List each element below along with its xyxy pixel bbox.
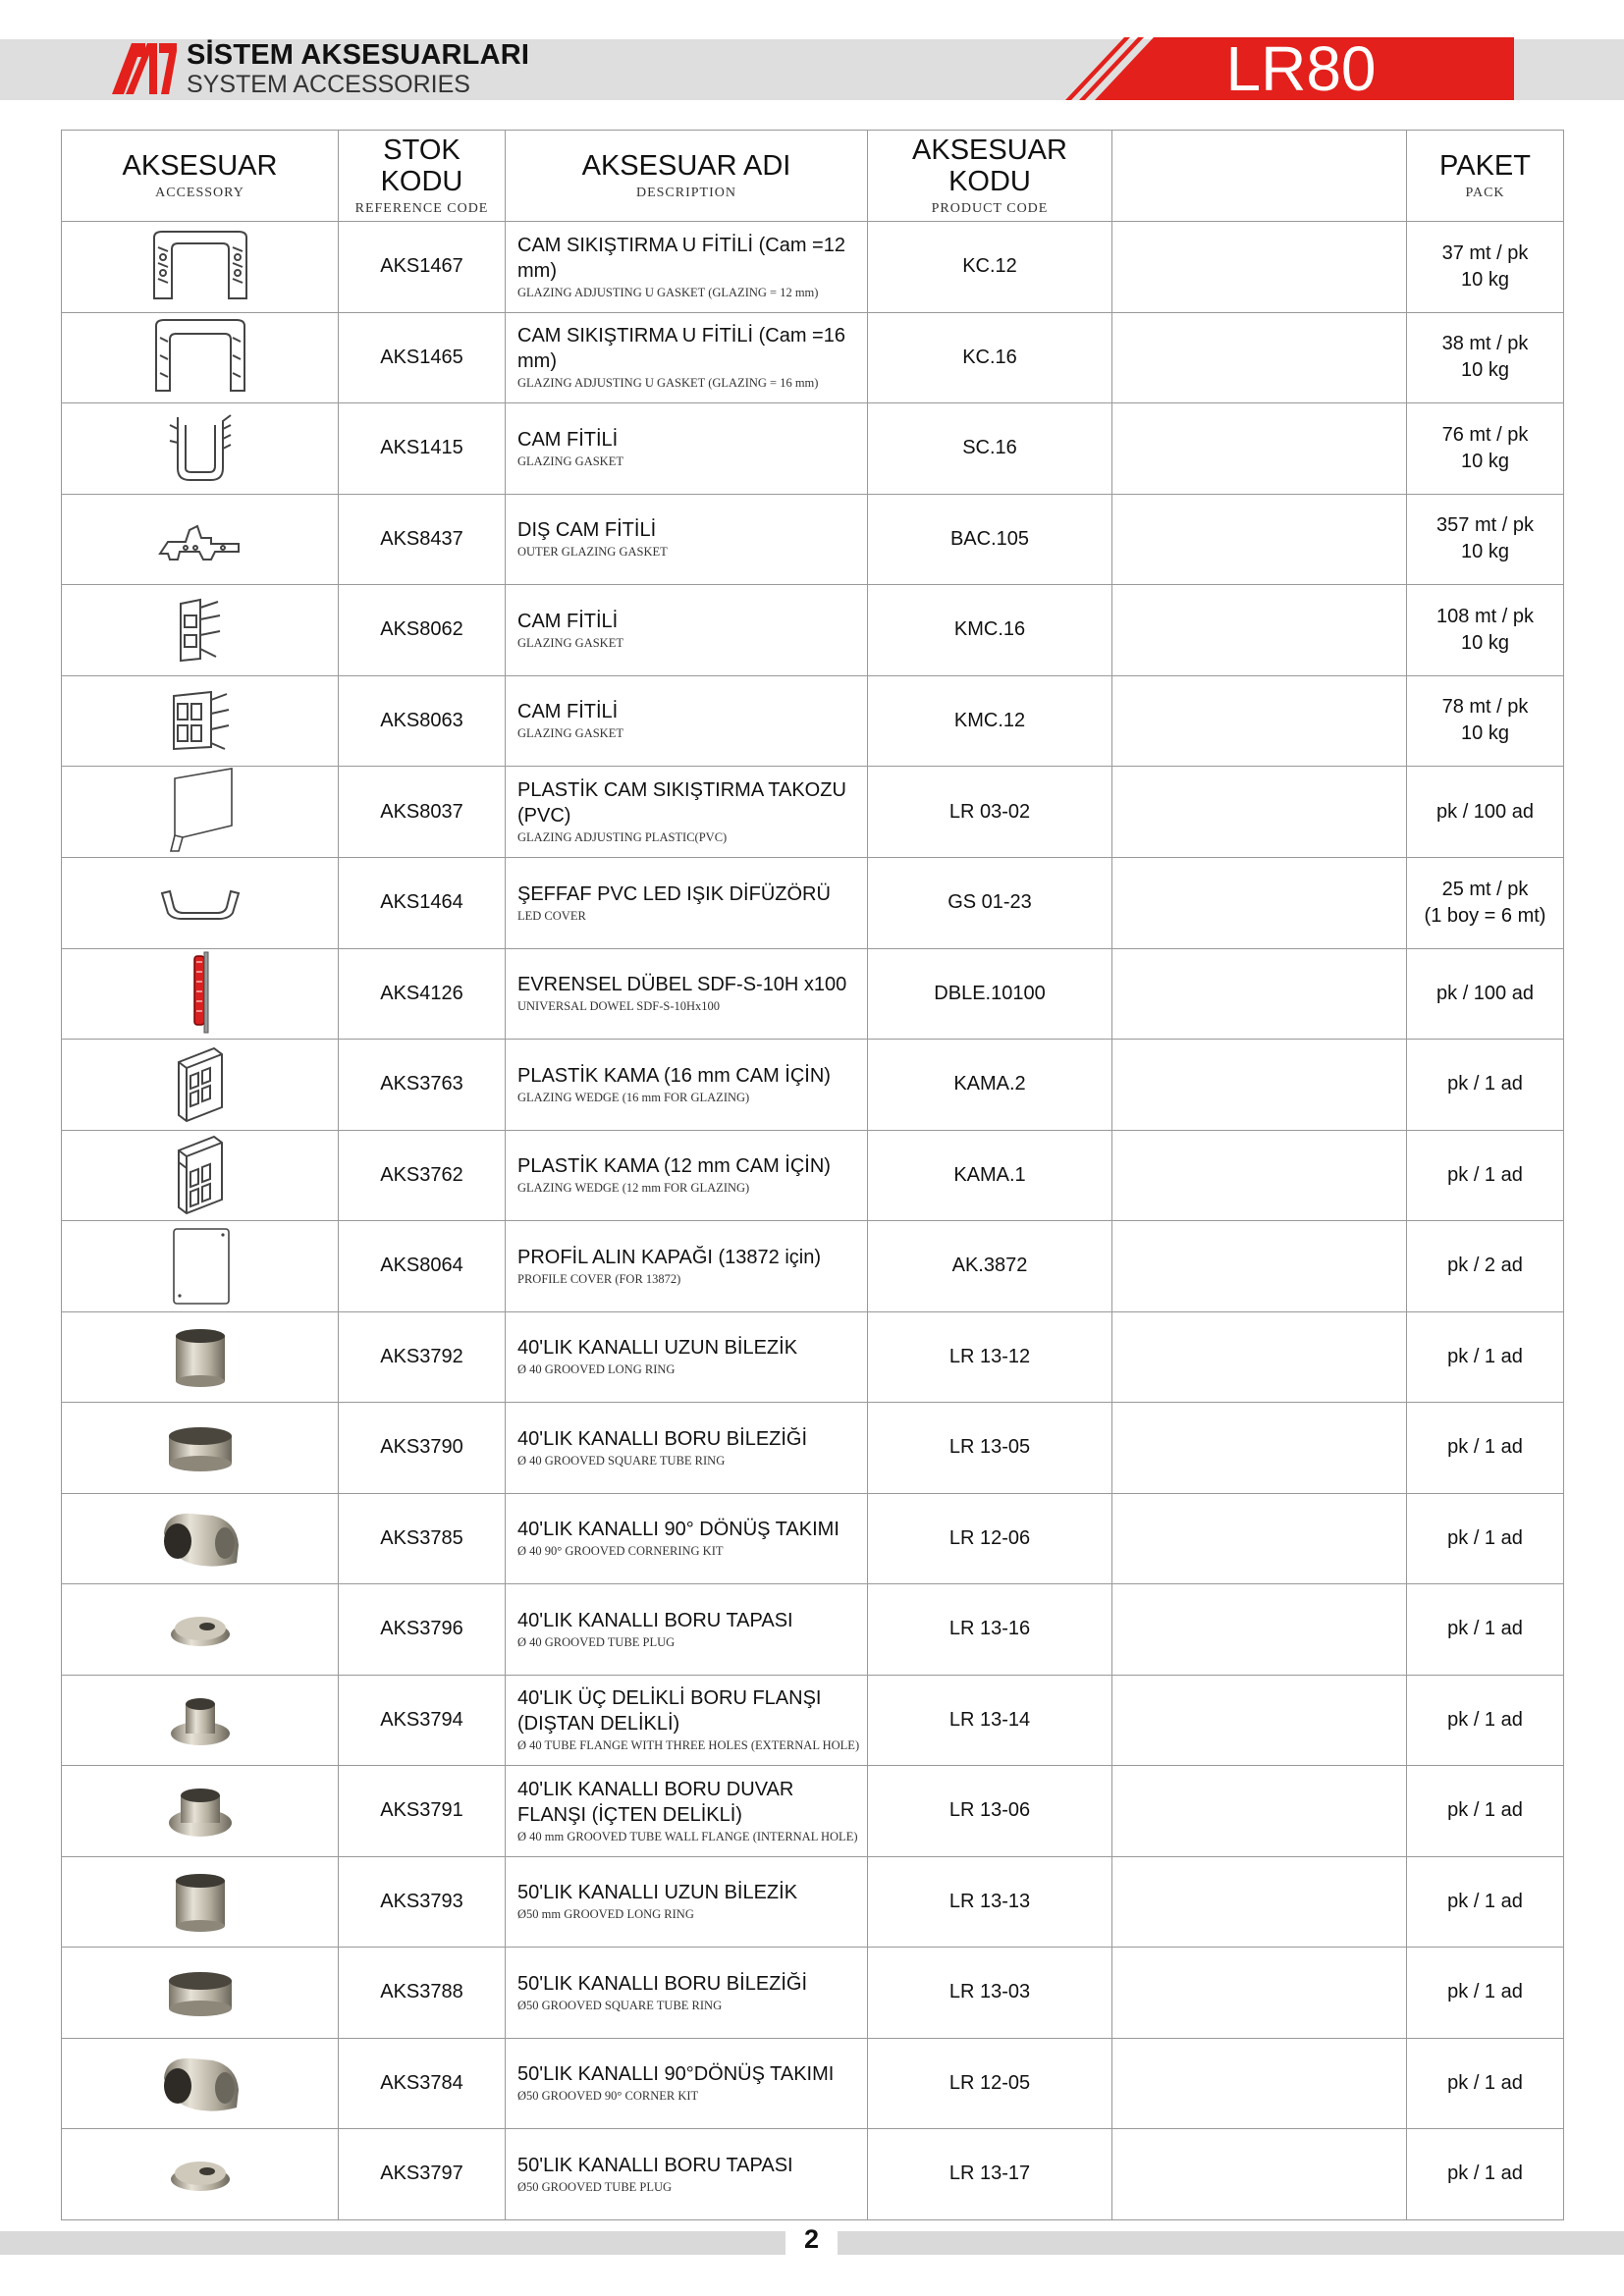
blank-cell bbox=[1112, 948, 1407, 1040]
pack-cell bbox=[1407, 403, 1564, 495]
accessory-image-cell bbox=[62, 403, 339, 495]
stock-code: AKS1465 bbox=[339, 312, 506, 403]
pack-line-1: 25 mt / pk bbox=[1441, 878, 1529, 900]
pack-line-1: pk / 1 ad bbox=[1447, 1073, 1523, 1095]
stock-code: AKS8037 bbox=[339, 767, 506, 858]
name-tr: PLASTİK KAMA (12 mm CAM İÇİN) bbox=[517, 1155, 831, 1178]
product-code: AK.3872 bbox=[868, 1221, 1112, 1312]
product-code: LR 13-16 bbox=[868, 1584, 1112, 1676]
name-en: Ø50 mm GROOVED LONG RING bbox=[517, 1907, 694, 1922]
description-cell bbox=[506, 1766, 868, 1857]
name-tr: PROFİL ALIN KAPAĞI (13872 için) bbox=[517, 1246, 822, 1268]
description-cell bbox=[506, 1584, 868, 1676]
name-en: GLAZING ADJUSTING PLASTIC(PVC) bbox=[517, 830, 728, 844]
pack-cell bbox=[1407, 585, 1564, 676]
blank-cell bbox=[1112, 312, 1407, 403]
accessory-image-cell bbox=[62, 2129, 339, 2220]
pack-line-2: 10 kg bbox=[1461, 541, 1509, 563]
pack-line-1: pk / 1 ad bbox=[1447, 2071, 1523, 2094]
table-row bbox=[62, 1040, 1564, 1131]
description-cell bbox=[506, 1493, 868, 1584]
description-cell bbox=[506, 312, 868, 403]
accessory-image-cell bbox=[62, 1221, 339, 1312]
blank-cell bbox=[1112, 1493, 1407, 1584]
pack-line-1: pk / 100 ad bbox=[1436, 800, 1534, 823]
stock-code: AKS3792 bbox=[339, 1311, 506, 1403]
name-en: GLAZING GASKET bbox=[517, 454, 623, 468]
pack-line-2: 10 kg bbox=[1461, 359, 1509, 382]
stock-code: AKS3790 bbox=[339, 1403, 506, 1494]
accessory-image-cell bbox=[62, 675, 339, 767]
pack-line-2: 10 kg bbox=[1461, 268, 1509, 291]
name-tr: PLASTİK KAMA (16 mm CAM İÇİN) bbox=[517, 1064, 831, 1087]
blank-cell bbox=[1112, 222, 1407, 313]
blank-cell bbox=[1112, 675, 1407, 767]
blank-cell bbox=[1112, 1403, 1407, 1494]
accessory-image-cell bbox=[62, 1948, 339, 2039]
name-tr: 50'LIK KANALLI BORU BİLEZİĞİ bbox=[517, 1972, 808, 1995]
product-code: LR 12-06 bbox=[868, 1493, 1112, 1584]
accessory-image-cell bbox=[62, 1766, 339, 1857]
stock-code: AKS1467 bbox=[339, 222, 506, 313]
blank-cell bbox=[1112, 1766, 1407, 1857]
pack-cell bbox=[1407, 767, 1564, 858]
pack-line-1: pk / 1 ad bbox=[1447, 1163, 1523, 1186]
table-row bbox=[62, 1493, 1564, 1584]
model-name: LR80 bbox=[1225, 33, 1377, 104]
stock-code: AKS1415 bbox=[339, 403, 506, 495]
name-en: UNIVERSAL DOWEL SDF-S-10Hx100 bbox=[517, 999, 721, 1014]
description-cell bbox=[506, 1221, 868, 1312]
pack-cell bbox=[1407, 948, 1564, 1040]
pack-cell bbox=[1407, 858, 1564, 949]
stock-code: AKS3788 bbox=[339, 1948, 506, 2039]
col-description: AKSESUAR ADI DESCRIPTION bbox=[506, 131, 868, 222]
table-row bbox=[62, 585, 1564, 676]
dowel-icon bbox=[62, 950, 338, 1037]
stock-code: AKS3785 bbox=[339, 1493, 506, 1584]
table-row bbox=[62, 1584, 1564, 1676]
pack-cell bbox=[1407, 675, 1564, 767]
name-en: GLAZING GASKET bbox=[517, 635, 623, 650]
name-tr: 40'LIK KANALLI 90° DÖNÜŞ TAKIMI bbox=[517, 1519, 839, 1541]
brand-title-tr: SİSTEM AKSESUARLARI bbox=[187, 39, 530, 71]
footer-band-right bbox=[838, 2231, 1624, 2255]
description-cell bbox=[506, 222, 868, 313]
accessory-image-cell bbox=[62, 1675, 339, 1766]
pack-line-1: pk / 1 ad bbox=[1447, 1708, 1523, 1731]
table-row bbox=[62, 1311, 1564, 1403]
pack-cell bbox=[1407, 1493, 1564, 1584]
accessory-image-cell bbox=[62, 1856, 339, 1948]
accessory-image-cell bbox=[62, 948, 339, 1040]
name-tr: 40'LIK KANALLI BORU BİLEZİĞİ bbox=[517, 1427, 808, 1450]
blank-cell bbox=[1112, 1221, 1407, 1312]
pack-line-1: pk / 1 ad bbox=[1447, 1799, 1523, 1822]
blank-cell bbox=[1112, 1948, 1407, 2039]
pack-line-1: pk / 1 ad bbox=[1447, 1436, 1523, 1459]
brand-title-en: SYSTEM ACCESSORIES bbox=[187, 71, 470, 98]
name-tr: 50'LIK KANALLI UZUN BİLEZİK bbox=[517, 1882, 798, 1904]
product-code: LR 12-05 bbox=[868, 2038, 1112, 2129]
accessory-image-cell bbox=[62, 585, 339, 676]
pack-line-1: pk / 1 ad bbox=[1447, 1981, 1523, 2003]
blank-cell bbox=[1112, 1856, 1407, 1948]
description-cell bbox=[506, 1675, 868, 1766]
table-row bbox=[62, 312, 1564, 403]
stock-code: AKS3763 bbox=[339, 1040, 506, 1131]
blank-cell bbox=[1112, 1040, 1407, 1131]
product-code: SC.16 bbox=[868, 403, 1112, 495]
blank-cell bbox=[1112, 1311, 1407, 1403]
name-tr: 50'LIK KANALLI 90°DÖNÜŞ TAKIMI bbox=[517, 2063, 835, 2086]
blank-cell bbox=[1112, 767, 1407, 858]
table-row bbox=[62, 675, 1564, 767]
pack-cell bbox=[1407, 1221, 1564, 1312]
name-tr: CAM FİTİLİ bbox=[517, 428, 619, 451]
stock-code: AKS8437 bbox=[339, 494, 506, 585]
long-ring-icon bbox=[62, 1322, 338, 1391]
product-code: BAC.105 bbox=[868, 494, 1112, 585]
name-tr: DIŞ CAM FİTİLİ bbox=[517, 519, 657, 542]
pack-line-2: 10 kg bbox=[1461, 450, 1509, 472]
tube-plug-icon bbox=[62, 1605, 338, 1654]
pack-line-1: 37 mt / pk bbox=[1441, 241, 1529, 264]
name-tr: ŞEFFAF PVC LED IŞIK DİFÜZÖRÜ bbox=[517, 882, 831, 905]
name-tr: 40'LIK KANALLI BORU DUVAR FLANŞI (İÇTEN DELİKLİ) bbox=[517, 1778, 794, 1826]
stock-code: AKS3784 bbox=[339, 2038, 506, 2129]
pack-line-1: pk / 1 ad bbox=[1447, 1618, 1523, 1640]
tube-ring-icon bbox=[62, 1416, 338, 1479]
stock-code: AKS8064 bbox=[339, 1221, 506, 1312]
pack-cell bbox=[1407, 1856, 1564, 1948]
table-row bbox=[62, 2129, 1564, 2220]
wedge-16-icon bbox=[62, 1042, 338, 1127]
accessory-image-cell bbox=[62, 858, 339, 949]
product-code: LR 13-13 bbox=[868, 1856, 1112, 1948]
product-code: KC.12 bbox=[868, 222, 1112, 313]
stock-code: AKS8062 bbox=[339, 585, 506, 676]
pack-line-1: 357 mt / pk bbox=[1436, 514, 1534, 537]
led-cover-icon bbox=[62, 885, 338, 921]
table-header-row bbox=[62, 131, 1564, 222]
name-en: Ø 40 90° GROOVED CORNERING KIT bbox=[517, 1544, 724, 1559]
stock-code: AKS3791 bbox=[339, 1766, 506, 1857]
name-tr: 40'LIK KANALLI UZUN BİLEZİK bbox=[517, 1337, 798, 1360]
blank-cell bbox=[1112, 403, 1407, 495]
table-row bbox=[62, 1675, 1564, 1766]
description-cell bbox=[506, 1040, 868, 1131]
product-code: KC.16 bbox=[868, 312, 1112, 403]
table-row bbox=[62, 1130, 1564, 1221]
description-cell bbox=[506, 1311, 868, 1403]
pack-line-2: 10 kg bbox=[1461, 631, 1509, 654]
pack-cell bbox=[1407, 1675, 1564, 1766]
pack-line-1: pk / 1 ad bbox=[1447, 1890, 1523, 1912]
outer-gasket-icon bbox=[62, 514, 338, 563]
pack-cell bbox=[1407, 1584, 1564, 1676]
name-tr: CAM FİTİLİ bbox=[517, 701, 619, 723]
company-logo bbox=[110, 41, 179, 96]
wall-flange-icon bbox=[62, 1780, 338, 1842]
blank-cell bbox=[1112, 2038, 1407, 2129]
pack-cell bbox=[1407, 2129, 1564, 2220]
product-code: DBLE.10100 bbox=[868, 948, 1112, 1040]
table-row bbox=[62, 1766, 1564, 1857]
accessory-image-cell bbox=[62, 1403, 339, 1494]
pack-line-1: 108 mt / pk bbox=[1436, 605, 1534, 627]
accessory-image-cell bbox=[62, 2038, 339, 2129]
table-row bbox=[62, 403, 1564, 495]
name-en: GLAZING ADJUSTING U GASKET (GLAZING = 12 mm) bbox=[517, 285, 819, 299]
pack-cell bbox=[1407, 1948, 1564, 2039]
pack-line-1: pk / 1 ad bbox=[1447, 1526, 1523, 1549]
pack-line-1: pk / 2 ad bbox=[1447, 1255, 1523, 1277]
product-code: KMC.12 bbox=[868, 675, 1112, 767]
name-en: Ø 40 GROOVED SQUARE TUBE RING bbox=[517, 1453, 726, 1468]
table-row bbox=[62, 1948, 1564, 2039]
pack-line-1: pk / 100 ad bbox=[1436, 982, 1534, 1004]
description-cell bbox=[506, 494, 868, 585]
name-tr: CAM SIKIŞTIRMA U FİTİLİ (Cam =12 mm) bbox=[517, 234, 845, 282]
table-row bbox=[62, 2038, 1564, 2129]
product-code: LR 13-17 bbox=[868, 2129, 1112, 2220]
description-cell bbox=[506, 1403, 868, 1494]
tube-plug-icon bbox=[62, 2150, 338, 2199]
pack-cell bbox=[1407, 494, 1564, 585]
product-code: GS 01-23 bbox=[868, 858, 1112, 949]
pack-line-1: 76 mt / pk bbox=[1441, 423, 1529, 446]
name-en: Ø50 GROOVED 90° CORNER KIT bbox=[517, 2089, 699, 2104]
stock-code: AKS3793 bbox=[339, 1856, 506, 1948]
name-en: Ø 40 mm GROOVED TUBE WALL FLANGE (INTERNAL HOLE) bbox=[517, 1829, 858, 1843]
accessory-image-cell bbox=[62, 1040, 339, 1131]
pack-cell bbox=[1407, 312, 1564, 403]
accessory-image-cell bbox=[62, 1584, 339, 1676]
description-cell bbox=[506, 2038, 868, 2129]
glazing-gasket-icon bbox=[62, 411, 338, 486]
corner-kit-icon bbox=[62, 1504, 338, 1573]
description-cell bbox=[506, 2129, 868, 2220]
blank-cell bbox=[1112, 1584, 1407, 1676]
name-en: Ø 40 GROOVED TUBE PLUG bbox=[517, 1634, 676, 1649]
table-row bbox=[62, 767, 1564, 858]
col-blank bbox=[1112, 131, 1407, 222]
name-tr: 50'LIK KANALLI BORU TAPASI bbox=[517, 2154, 793, 2176]
product-code: LR 13-06 bbox=[868, 1766, 1112, 1857]
description-cell bbox=[506, 948, 868, 1040]
blank-cell bbox=[1112, 1675, 1407, 1766]
stock-code: AKS3797 bbox=[339, 2129, 506, 2220]
name-en: GLAZING GASKET bbox=[517, 726, 623, 741]
gasket-kmc16-icon bbox=[62, 596, 338, 665]
pack-cell bbox=[1407, 1403, 1564, 1494]
product-code: LR 13-12 bbox=[868, 1311, 1112, 1403]
description-cell bbox=[506, 1948, 868, 2039]
u-gasket-16-icon bbox=[62, 316, 338, 399]
name-tr: EVRENSEL DÜBEL SDF-S-10H x100 bbox=[517, 974, 847, 996]
name-en: Ø50 GROOVED SQUARE TUBE RING bbox=[517, 1998, 723, 2012]
stock-code: AKS4126 bbox=[339, 948, 506, 1040]
pack-line-1: pk / 1 ad bbox=[1447, 2163, 1523, 2185]
product-code: KMC.16 bbox=[868, 585, 1112, 676]
product-code: LR 13-14 bbox=[868, 1675, 1112, 1766]
name-en: OUTER GLAZING GASKET bbox=[517, 545, 668, 560]
corner-kit-icon bbox=[62, 2049, 338, 2117]
table-row bbox=[62, 1856, 1564, 1948]
description-cell bbox=[506, 675, 868, 767]
description-cell bbox=[506, 1856, 868, 1948]
accessory-image-cell bbox=[62, 312, 339, 403]
pack-line-1: pk / 1 ad bbox=[1447, 1345, 1523, 1367]
product-code: LR 13-05 bbox=[868, 1403, 1112, 1494]
name-tr: PLASTİK CAM SIKIŞTIRMA TAKOZU (PVC) bbox=[517, 779, 846, 827]
name-tr: CAM FİTİLİ bbox=[517, 610, 619, 632]
description-cell bbox=[506, 767, 868, 858]
description-cell bbox=[506, 585, 868, 676]
name-en: GLAZING ADJUSTING U GASKET (GLAZING = 16 mm) bbox=[517, 376, 819, 391]
blank-cell bbox=[1112, 494, 1407, 585]
name-en: GLAZING WEDGE (12 mm FOR GLAZING) bbox=[517, 1181, 750, 1196]
tube-ring-icon bbox=[62, 1961, 338, 2024]
accessories-table bbox=[61, 130, 1564, 2220]
accessory-image-cell bbox=[62, 1311, 339, 1403]
pack-cell bbox=[1407, 1766, 1564, 1857]
name-en: Ø 40 GROOVED LONG RING bbox=[517, 1362, 676, 1377]
stock-code: AKS3794 bbox=[339, 1675, 506, 1766]
name-tr: CAM SIKIŞTIRMA U FİTİLİ (Cam =16 mm) bbox=[517, 325, 845, 373]
blank-cell bbox=[1112, 1130, 1407, 1221]
table-row bbox=[62, 948, 1564, 1040]
pack-cell bbox=[1407, 222, 1564, 313]
name-en: PROFILE COVER (FOR 13872) bbox=[517, 1271, 681, 1286]
long-ring-icon bbox=[62, 1867, 338, 1936]
product-code: LR 13-03 bbox=[868, 1948, 1112, 2039]
stock-code: AKS3796 bbox=[339, 1584, 506, 1676]
table-row bbox=[62, 1403, 1564, 1494]
profile-cover-icon bbox=[62, 1225, 338, 1308]
pack-cell bbox=[1407, 2038, 1564, 2129]
table-row bbox=[62, 222, 1564, 313]
page-number: 2 bbox=[803, 2224, 820, 2254]
col-pack: PAKET PACK bbox=[1407, 131, 1564, 222]
table-row bbox=[62, 858, 1564, 949]
pack-line-2: (1 boy = 6 mt) bbox=[1424, 904, 1546, 927]
name-en: GLAZING WEDGE (16 mm FOR GLAZING) bbox=[517, 1090, 750, 1104]
col-product-code: AKSESUAR KODU PRODUCT CODE bbox=[868, 131, 1112, 222]
accessory-image-cell bbox=[62, 1130, 339, 1221]
footer-band-left bbox=[0, 2231, 785, 2255]
plastic-shim-icon bbox=[62, 767, 338, 857]
gasket-kmc12-icon bbox=[62, 686, 338, 755]
pack-line-2: 10 kg bbox=[1461, 722, 1509, 745]
u-gasket-12-icon bbox=[62, 228, 338, 306]
stock-code: AKS8063 bbox=[339, 675, 506, 767]
description-cell bbox=[506, 1130, 868, 1221]
name-tr: 40'LIK KANALLI BORU TAPASI bbox=[517, 1609, 793, 1631]
accessory-image-cell bbox=[62, 222, 339, 313]
name-tr: 40'LIK ÜÇ DELİKLİ BORU FLANŞI (DIŞTAN DELİKLİ) bbox=[517, 1687, 822, 1735]
pack-line-1: 38 mt / pk bbox=[1441, 333, 1529, 355]
pack-line-1: 78 mt / pk bbox=[1441, 696, 1529, 719]
description-cell bbox=[506, 858, 868, 949]
table-row bbox=[62, 494, 1564, 585]
product-code: KAMA.1 bbox=[868, 1130, 1112, 1221]
pack-cell bbox=[1407, 1040, 1564, 1131]
blank-cell bbox=[1112, 858, 1407, 949]
accessory-image-cell bbox=[62, 1493, 339, 1584]
col-stock-code: STOK KODU REFERENCE CODE bbox=[339, 131, 506, 222]
name-en: Ø50 GROOVED TUBE PLUG bbox=[517, 2179, 673, 2194]
pack-cell bbox=[1407, 1130, 1564, 1221]
col-accessory: AKSESUAR ACCESSORY bbox=[62, 131, 339, 222]
stock-code: AKS1464 bbox=[339, 858, 506, 949]
wedge-12-icon bbox=[62, 1133, 338, 1217]
product-code: LR 03-02 bbox=[868, 767, 1112, 858]
product-code: KAMA.2 bbox=[868, 1040, 1112, 1131]
blank-cell bbox=[1112, 585, 1407, 676]
accessory-image-cell bbox=[62, 494, 339, 585]
description-cell bbox=[506, 403, 868, 495]
blank-cell bbox=[1112, 2129, 1407, 2220]
tube-flange-icon bbox=[62, 1690, 338, 1749]
table-row bbox=[62, 1221, 1564, 1312]
stock-code: AKS3762 bbox=[339, 1130, 506, 1221]
name-en: LED COVER bbox=[517, 908, 586, 923]
name-en: Ø 40 TUBE FLANGE WITH THREE HOLES (EXTERNAL HOLE) bbox=[517, 1738, 860, 1753]
accessory-image-cell bbox=[62, 767, 339, 858]
pack-cell bbox=[1407, 1311, 1564, 1403]
